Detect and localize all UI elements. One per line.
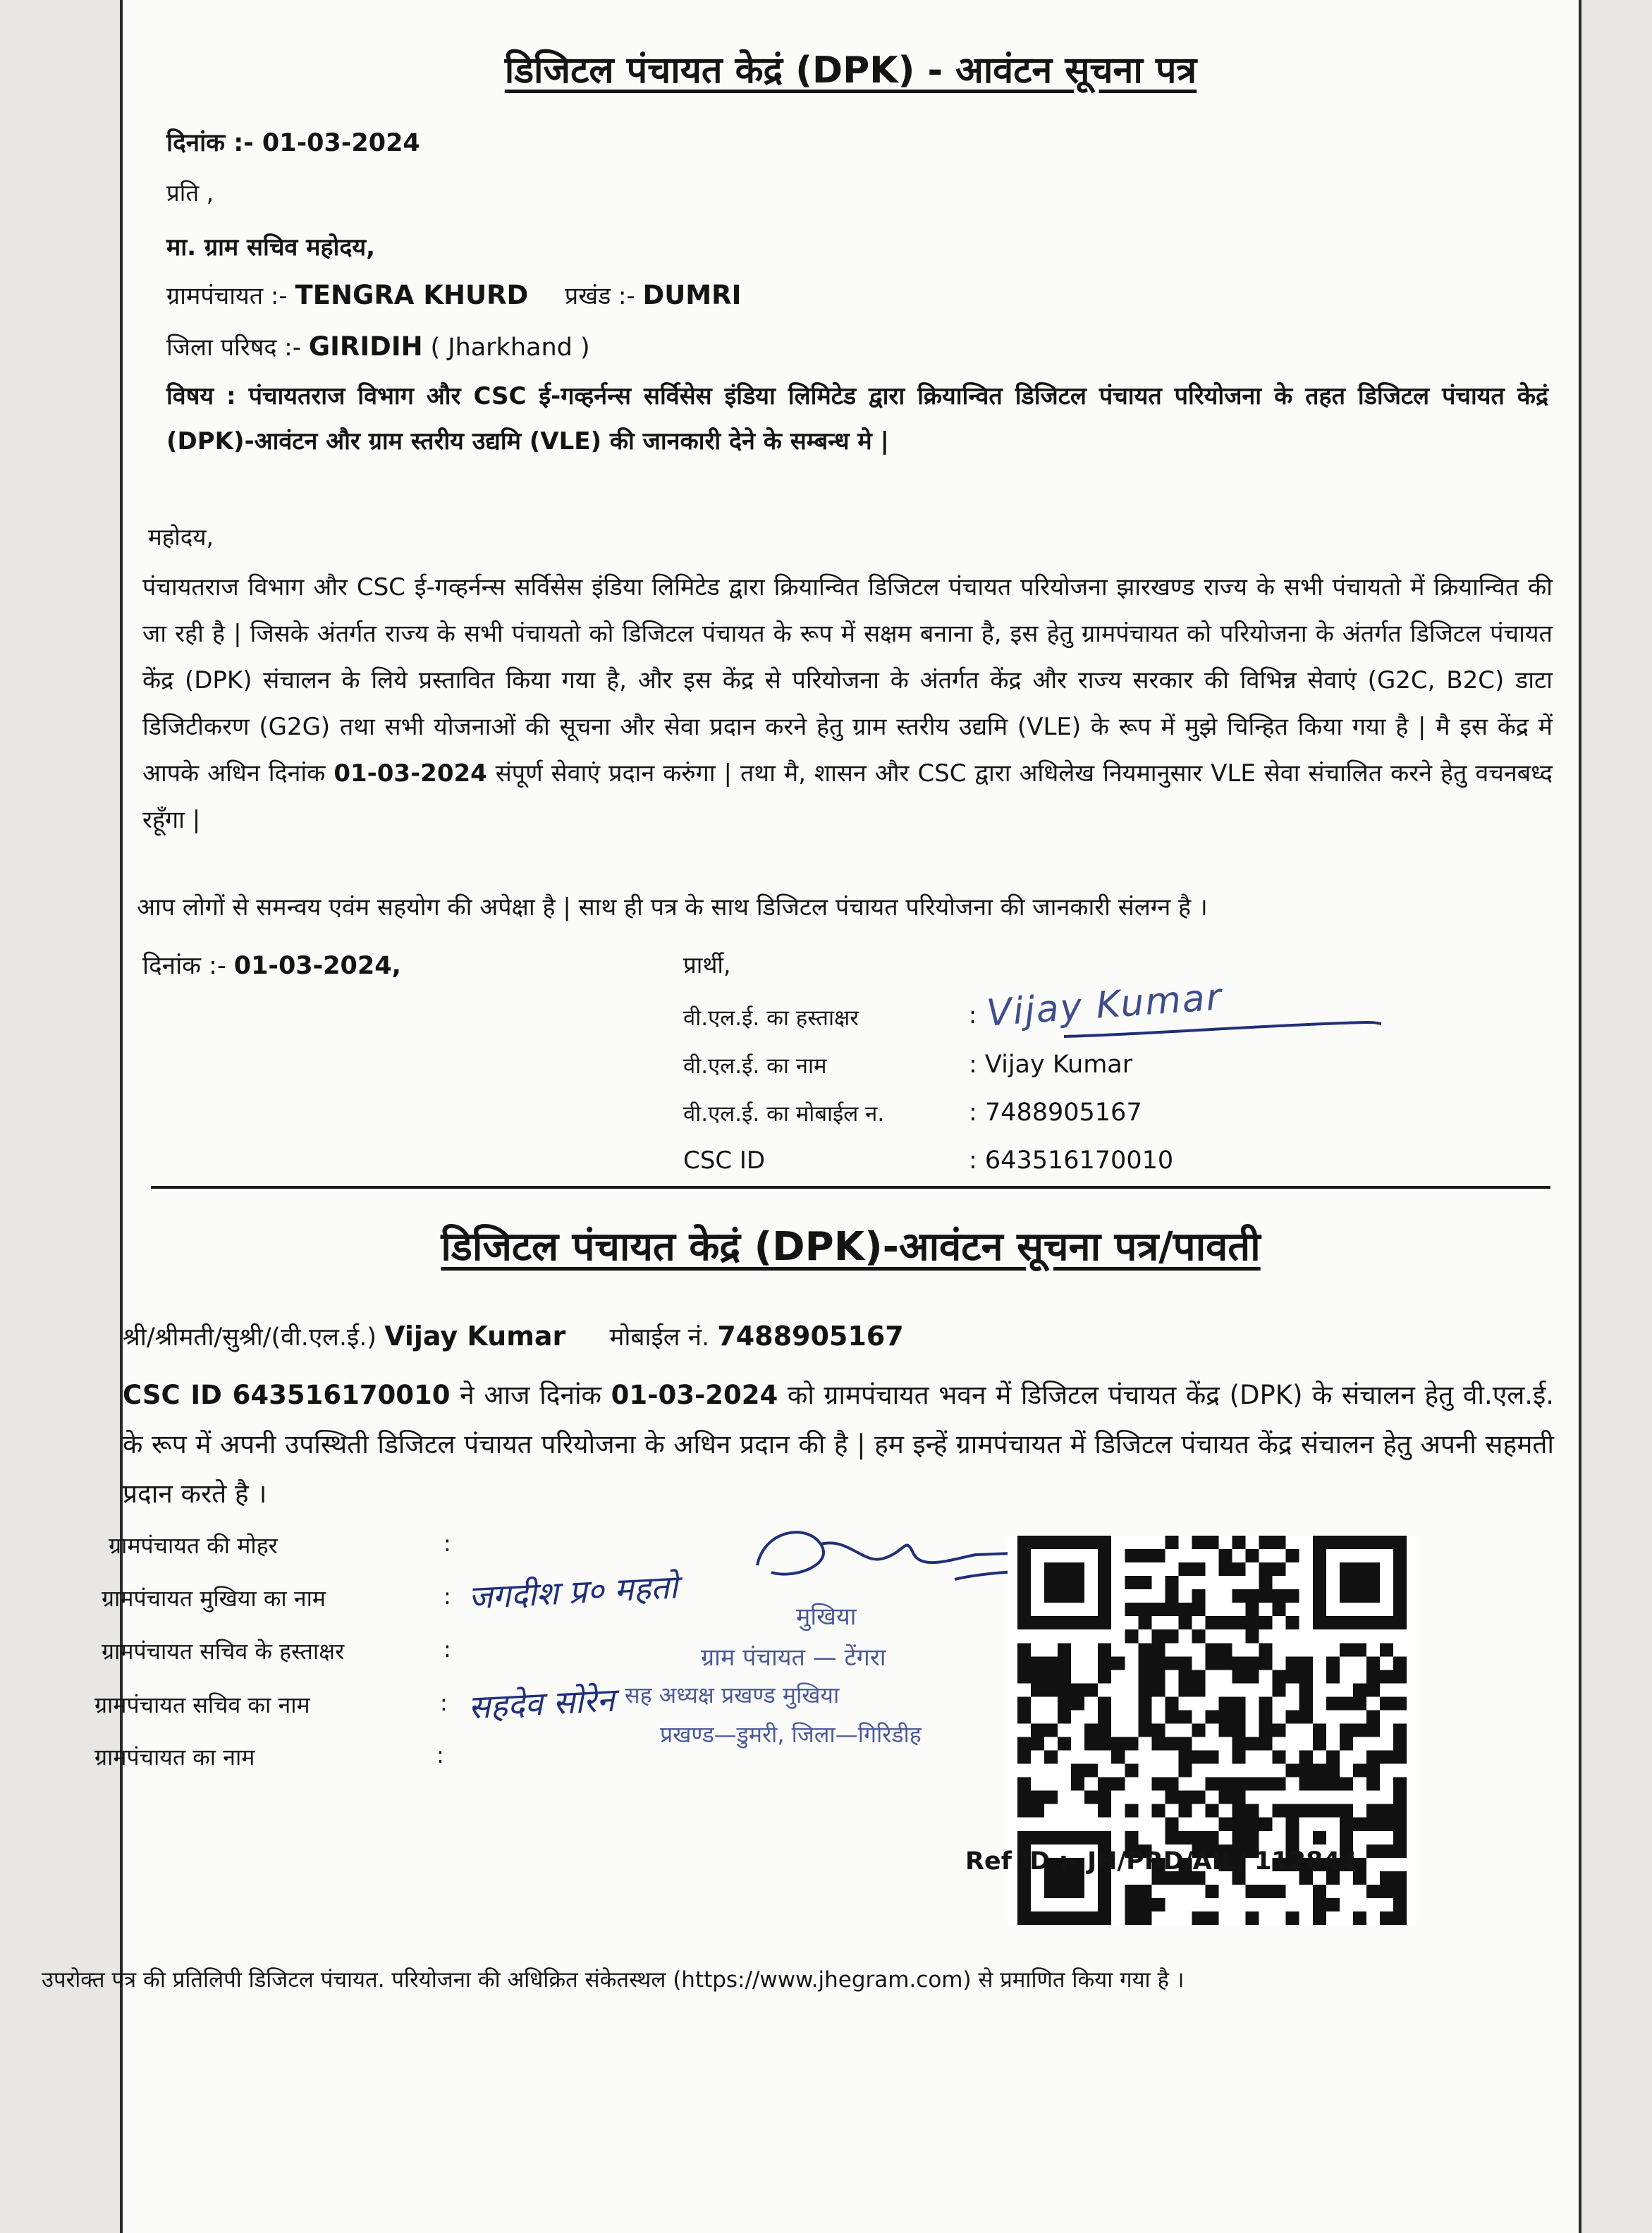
seal-label: ग्रामपंचायत की मोहर <box>109 1532 278 1559</box>
receipt-csc-id: CSC ID 643516170010 <box>123 1380 451 1410</box>
block-label: प्रखंड :- <box>564 282 635 310</box>
vle-name-label: वी.एल.ई. का नाम <box>683 1053 827 1079</box>
vle-signature-stroke <box>1060 1008 1385 1051</box>
ref-id: Ref ID :- JH/PRD/AIL/ 112844 <box>965 1847 1358 1876</box>
notice-subject: विषय : पंचायतराज विभाग और CSC ई-गव्हर्नन्स सर्विसेस इंडिया लिमिटेड द्वारा क्रियान्वित डिजिटल पंचायत परियोजना के तहत डिजिटल पंचायत केद्रं (DPK)-आवंटन और ग्राम स्तरीय उद्यमि (VLE) की जानकारी देने के सम्बन्ध मे | <box>166 382 1548 455</box>
footer-note: उपरोक्त पत्र की प्रतिलिपी डिजिटल पंचायत. परियोजना की अधिक्रित संकेतस्थल (https://www.jhegram.com) से प्रमाणित किया गया है । <box>42 1967 1185 1993</box>
footer-date-value: 01-03-2024, <box>233 952 401 980</box>
cooperation-line: आप लोगों से समन्वय एवंम सहयोग की अपेक्षा है | साथ ही पत्र के साथ डिजिटल पंचायत परियोजना की जानकारी संलग्न है । <box>137 893 1208 922</box>
state-value: ( Jharkhand ) <box>430 334 590 362</box>
receipt-person-row <box>123 1320 904 1353</box>
block-value: DUMRI <box>642 280 742 310</box>
notice-body <box>142 564 1553 843</box>
receipt-title: डिजिटल पंचायत केद्रं (DPK)-आवंटन सूचना पत्र/पावती <box>441 1224 1261 1270</box>
notice-to: प्रति , <box>166 179 214 207</box>
secretary-signature-label: ग्रामपंचायत सचिव के हस्ताक्षर <box>102 1638 345 1665</box>
person-label: श्री/श्रीमती/सुश्री/(वी.एल.ई.) <box>123 1323 377 1352</box>
mobile-value: 7488905167 <box>717 1321 904 1352</box>
stamp-line-3: सह अध्यक्ष प्रखण्ड मुखिया <box>625 1682 840 1708</box>
vle-name-value: : Vijay Kumar <box>969 1051 1133 1079</box>
notice-addressee: मा. ग्राम सचिव महोदय, <box>166 233 376 262</box>
person-name: Vijay Kumar <box>384 1321 566 1352</box>
vle-signature-text: Vijay Kumar <box>985 976 1224 1035</box>
notice-date: दिनांक :- 01-03-2024 <box>166 129 420 157</box>
csc-id-label: CSC ID <box>683 1146 766 1175</box>
gram-panchayat-label: ग्रामपंचायत :- <box>166 282 288 310</box>
panchayat-name-colon: : <box>436 1742 444 1768</box>
stamp-line-4: प्रखण्ड—डुमरी, जिला—गिरिडीह <box>660 1721 922 1748</box>
mukhiya-name-handwritten: जगदीश प्र० महतो <box>467 1567 679 1617</box>
footer-date <box>142 948 401 981</box>
notice-title: डिजिटल पंचायत केद्रं (DPK) - आवंटन सूचना पत्र <box>504 49 1197 92</box>
secretary-name-handwritten: सहदेव सोरेन <box>467 1680 616 1727</box>
district-value: GIRIDIH <box>308 331 423 362</box>
csc-id-value: : 643516170010 <box>969 1146 1174 1175</box>
letter-sheet <box>42 0 1581 2233</box>
secretary-name-label: ग्रामपंचायत सचिव का नाम <box>94 1691 310 1718</box>
gram-panchayat-value: TENGRA KHURD <box>295 280 529 310</box>
vle-mobile-label: वी.एल.ई. का मोबाईल न. <box>683 1101 885 1127</box>
mukhiya-name-label: ग्रामपंचायत मुखिया का नाम <box>102 1585 326 1612</box>
vle-mobile-value: : 7488905167 <box>969 1099 1142 1127</box>
notice-body-part2: संपूर्ण सेवाएं प्रदान करुंगा | तथा मै, शासन और CSC द्वारा अधिलेख नियमानुसार VLE सेवा संचालित करने हेतु वचनबध्द रहूँगा | <box>142 759 1553 834</box>
receipt-text-date: 01-03-2024 <box>611 1380 778 1410</box>
seal-colon: : <box>443 1530 451 1557</box>
receipt-text-part1: ने आज दिनांक <box>460 1380 601 1410</box>
secretary-signature-colon: : <box>443 1636 451 1663</box>
district-label: जिला परिषद :- <box>166 334 301 362</box>
footer-date-label: दिनांक :- <box>142 952 226 980</box>
district-row <box>166 330 590 362</box>
notice-body-date: 01-03-2024 <box>334 759 487 788</box>
mobile-label: मोबाईल नं. <box>609 1323 710 1352</box>
receipt-text <box>123 1371 1554 1519</box>
stamp-line-1: मुखिया <box>796 1603 857 1631</box>
secretary-name-colon: : <box>440 1689 448 1716</box>
receipt-text-part2: को ग्रामपंचायत भवन में डिजिटल पंचायत केंद्र (DPK) के संचालन हेतु वी.एल.ई. के रूप में अपनी उपस्थिती डिजिटल पंचायत परियोजना के अधिन प्रदान की है | हम इन्हें ग्रामपंचायत में डिजिटल पंचायत केंद्र संचालन हेतु अपनी सहमती प्रदान करते है । <box>123 1380 1554 1509</box>
mukhiya-name-colon: : <box>443 1583 451 1610</box>
gram-panchayat-row <box>166 279 741 311</box>
panchayat-name-label: ग्रामपंचायत का नाम <box>94 1744 255 1770</box>
applicant-label: प्रार्थी, <box>683 951 731 979</box>
notice-body-part1: पंचायतराज विभाग और CSC ई-गव्हर्नन्स सर्विसेस इंडिया लिमिटेड द्वारा क्रियान्वित डिजिटल पंचायत परियोजना झारखण्ड राज्य के सभी पंचायतो में क्रियान्वित की जा रही है | जिसके अंतर्गत राज्य के सभी पंचायतो को डिजिटल पंचायत के रूप में सक्षम बनाना है, इस हेतु ग्रामपंचायत को परियोजना के अंतर्गत डिजिटल पंचायत केंद्र (DPK) संचालन के लिये प्रस्तावित किया गया है, और इस केंद्र से परियोजना के अंतर्गत केंद्र और राज्य सरकार की विभिन्न सेवाएं (G2C, B2C) डाटा डिजिटीकरण (G2G) तथा सभी योजनाओं की सूचना और सेवा प्रदान करने हेतु ग्राम स्तरीय उद्यमि (VLE) के रूप में मुझे चिन्हित किया गया है | मै इस केंद्र में आपके अधिन दिनांक <box>142 573 1553 788</box>
vle-signature-label: वी.एल.ई. का हस्ताक्षर <box>683 1005 859 1031</box>
section-divider <box>151 1186 1550 1189</box>
salutation: महोदय, <box>148 523 214 551</box>
stamp-line-2: ग्राम पंचायत — टेंगरा <box>701 1644 886 1672</box>
vle-signature-colon: : <box>969 1001 977 1029</box>
